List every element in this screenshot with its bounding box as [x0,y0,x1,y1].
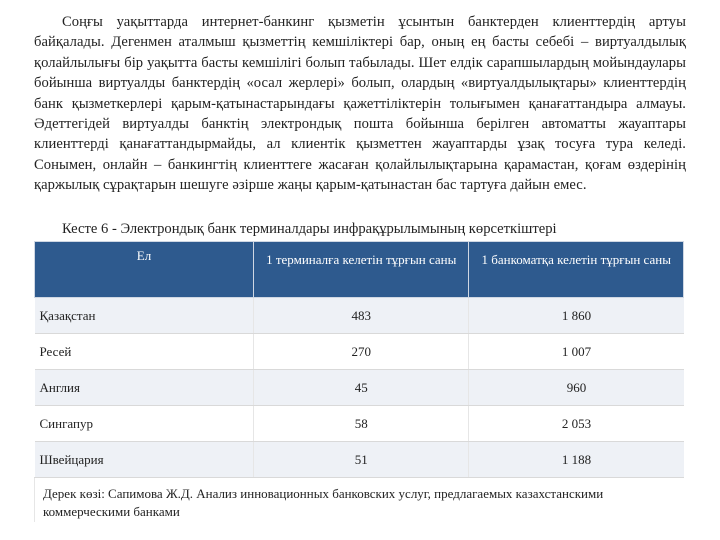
cell-country: Ресей [35,334,254,370]
table-source-row [35,478,684,523]
cell-atm: 1 860 [469,298,684,334]
cell-terminal: 45 [254,370,469,406]
table-header-row [35,242,684,298]
table-row [35,298,684,334]
cell-terminal: 270 [254,334,469,370]
source-note: Дерек көзі: Сапимова Ж.Д. Анализ инновационных банковских услуг, предлагаемых казахстанскими коммерческими банками [43,486,604,519]
table-row [35,406,684,442]
table-row [35,334,684,370]
cell-atm: 960 [469,370,684,406]
header-per-terminal: 1 терминалға келетін тұрғын саны [254,242,469,298]
cell-terminal: 483 [254,298,469,334]
cell-atm: 1 188 [469,442,684,478]
table-caption: Кесте 6 - Электрондық банк терминалдары инфрақұрылымының көрсеткіштері [62,221,557,237]
source-cell [35,478,684,523]
body-paragraph: Соңғы уақыттарда интернет-банкинг қызметін ұсынтын банктерден клиенттердің артуы байқалады. Дегенмен аталмыш қызметтің кемшіліктері бар, оның ең басты себебі – виртуалдылық қолайлылығы бір уақытта басты кемшілігі болып табылады. Шет елдік сарапшылардың мойындаулары бойынша виртуалды банктердің «осал жерлері» болып, олардың «виртуалдылықтары» клиенттердің банк қызметкерлері қарым-қатынастарындағы қажеттіліктерін толығымен қанағаттандыра алмауы. Әдеттегідей виртуалды банктің электрондық пошта бойынша берілген автоматты жауаптары клиенттерді қанағаттандырмайды, ал клиентік қызметтен жауаптарды ұзақ тосуға тура келеді. Сонымен, онлайн – банкингтің клиенттеге жасаған қолайлылықтарына қарамастан, қоғам өздерінің қаржылық сұрақтарын шешуге әзірше жаңы қарым-қатынастан бас тартуға дайын емес. [34,14,686,194]
cell-country: Сингапур [35,406,254,442]
cell-terminal: 58 [254,406,469,442]
terminal-infrastructure-table [34,241,684,522]
cell-country: Англия [35,370,254,406]
cell-terminal: 51 [254,442,469,478]
cell-country: Қазақстан [35,298,254,334]
header-per-atm: 1 банкоматқа келетін тұрғын саны [469,242,684,298]
table-row [35,370,684,406]
cell-country: Швейцария [35,442,254,478]
cell-atm: 2 053 [469,406,684,442]
header-country: Ел [35,242,254,298]
table-row [35,442,684,478]
cell-atm: 1 007 [469,334,684,370]
